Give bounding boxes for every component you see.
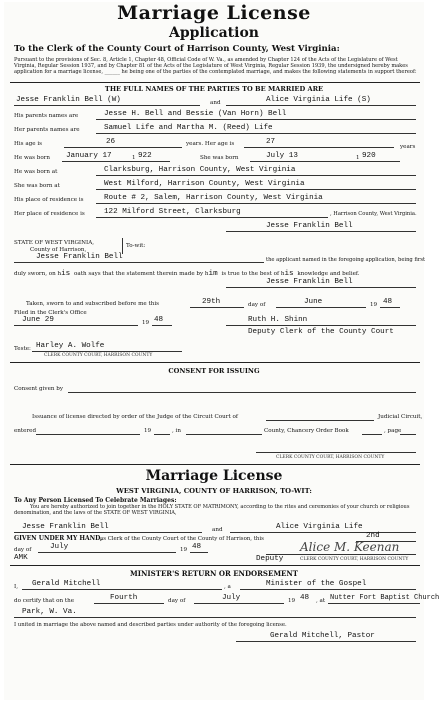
filed-year-prefix: 19 [142,320,150,326]
given-label: GIVEN UNDER MY HAND, [14,535,103,542]
marriage-month: July [222,594,241,602]
consent-heading: CONSENT FOR ISSUING [168,367,260,375]
teste-name: Harley A. Wolfe [36,342,105,350]
certify-text: do certify that on the [14,598,75,604]
county-label: County of Harrison, [30,247,87,253]
marriage-day: Fourth [110,594,138,602]
sworn-day: 29th [202,298,221,306]
minister-heading: MINISTER'S RETURN OR ENDORSEMENT [129,569,299,578]
her-age-value: 27 [266,138,276,146]
license-clerk-caption: CLERK COUNTY COURT, HARRISON COUNTY [300,557,409,562]
sworn-month: June [304,298,323,306]
entered-year-prefix: 19 [144,428,152,434]
license-and: and [212,527,223,533]
she-born-label: She was born [200,155,239,161]
consent-given-label: Consent given by [14,386,64,392]
affiant-signature: Jesse Franklin Bell [266,278,353,286]
he-born-date: January 17 [66,152,112,160]
he-born-label: He was born [14,155,50,161]
minister-a: , a [224,584,231,590]
minister-name: Gerald Mitchell [32,580,101,588]
she-born-date: July 13 [266,152,298,160]
filed-label: Filed in the Clerk's Office [14,310,87,316]
given-year: 48 [192,543,202,551]
preamble-text: Pursuant to the provisions of Sec. 8, Article 1, Chapter 48, Official Code of W. Va., as amended by Chapter 124 of the Acts of the Legislature of West Virginia, Regular Session 1937, and by Chapter 81 of the Acts of the Legislature of West Virginia, Regular Session 1939, the undersigned hereby makes application for a marriage license, ______ he being one of the parties of the contemplated marriage, and makes the following statements in support thereof: [14,57,417,76]
affidavit-text: the applicant named in the foregoing application, being first [266,257,426,263]
to-wit-label: To-wit: [126,243,146,249]
he-born-at-value: Clarksburg, Harrison County, West Virginia [104,166,296,174]
nineteen-prefix: 1 [132,155,136,161]
given-text: as Clerk of the County Court of the County of Harrison, this [100,536,264,542]
he-born-at-label: He was born at [14,169,58,175]
and-label: and [210,100,221,106]
license-jurisdiction: WEST VIRGINIA, COUNTY OF HARRISON, TO-WIT: [116,487,312,495]
minister-i: I, [14,584,18,590]
license-groom: Jesse Franklin Bell [22,523,109,531]
issuance-text: Issuance of license directed by order of the Judge of the Circuit Court of [32,414,238,420]
minister-signature: Gerald Mitchell, Pastor [270,632,375,640]
her-residence-value: 122 Milford Street, Clarksburg [104,208,241,216]
teste-label: Teste: [14,346,31,352]
marriage-place-2: Park, W. Va. [22,608,77,616]
marriage-year: 48 [300,594,310,602]
consent-clerk-caption: CLERK COUNTY COURT, HARRISON COUNTY [276,455,385,460]
clerk-title: Deputy Clerk of the County Court [248,328,394,336]
her-parents-label: Her parents names are [14,127,80,133]
true-text: is true to the best of h [221,271,285,277]
license-bride: Alice Virginia Life [276,523,363,531]
filed-date: June 29 [22,316,54,324]
years-label: years [400,144,416,150]
license-initials: AMK [14,554,28,562]
parties-heading: THE FULL NAMES OF THE PARTIES TO BE MARRIED ARE [104,85,324,93]
marriage-license-document [4,2,439,700]
applicant-signature: Jesse Franklin Bell [266,222,353,230]
state-label: STATE OF WEST VIRGINIA, [14,240,95,246]
his-residence-label: His place of residence is [14,197,84,203]
county-book-label: County, Chancery Order Book [264,428,349,434]
given-day-of: day of [14,547,32,553]
his-parents-value: Jesse H. Bell and Bessie (Van Horn) Bell [104,110,287,118]
clerk-name: Ruth H. Shinn [248,316,308,324]
her-residence-label: Her place of residence is [14,211,85,217]
clerk-signature-image: Alice M. Keenan [300,540,400,554]
deputy-label: Deputy [256,555,284,563]
knowledge-text: knowledge and belief. [297,271,360,277]
marriage-place-1: Nutter Fort Baptist Church [330,594,439,602]
her-age-label: years. Her age is [186,141,235,147]
document-title: Marriage License [117,2,311,24]
his-age-label: His age is [14,141,42,147]
she-born-at-label: She was born at [14,183,60,189]
license-title: Marriage License [145,468,283,484]
given-month: July [50,543,69,551]
marriage-year-prefix: 19 [288,598,296,604]
bride-name: Alice Virginia Life (S) [266,96,371,104]
pronoun-is: is [61,270,71,278]
his-age-value: 26 [106,138,116,146]
affiant-name: Jesse Franklin Bell [36,253,123,261]
nineteen-prefix: 1 [356,155,360,161]
given-year-prefix: 19 [180,547,188,553]
her-parents-value: Samuel Life and Martha M. (Reed) Life [104,124,273,132]
given-day: 2nd [366,532,380,540]
pronoun-im: im [208,270,218,278]
document-subtitle: Application [169,25,259,41]
sworn-text: Taken, sworn to and subscribed before me this [26,301,160,307]
license-to-any: To Any Person Licensed To Celebrate Marriages: [14,497,177,504]
she-born-at-value: West Milford, Harrison County, West Virginia [104,180,305,188]
pronoun-is-2: is [284,270,294,278]
she-born-year: 920 [362,152,376,160]
in-label: , in [172,428,181,434]
duly-sworn-text: duly sworn, on h [14,271,62,277]
her-residence-suffix: , Harrison County, West Virginia. [330,211,417,217]
oath-text: oath says that the statement therein made by h [74,271,209,277]
page-label: , page [384,428,402,434]
teste-caption: CLERK COUNTY COURT, HARRISON COUNTY [44,353,153,358]
marriage-day-of: day of [168,598,186,604]
his-parents-label: His parents names are [14,113,79,119]
minister-title: Minister of the Gospel [266,580,367,588]
marriage-at: , at [316,598,326,604]
filed-year: 48 [154,316,164,324]
addressee: To the Clerk of the County Court of Harrison County, West Virginia: [14,44,340,54]
sworn-day-of: day of [248,302,266,308]
groom-name: Jesse Franklin Bell (W) [16,96,121,104]
judicial-label: Judicial Circuit, [378,414,423,420]
he-born-year: 922 [138,152,152,160]
license-body: You are hereby authorized to join together in the HOLY STATE OF MATRIMONY, according to the rites and ceremonies of your church or religious denomination, and the laws of the STATE OF WEST VIRGINIA, [14,504,410,517]
sworn-year: 48 [383,298,393,306]
sworn-year-prefix: 19 [370,302,378,308]
entered-label: entered [14,428,37,434]
his-residence-value: Route # 2, Salem, Harrison County, West Virginia [104,194,323,202]
united-text: I united in marriage the above named and described parties under authority of the foregoing license. [14,622,287,628]
